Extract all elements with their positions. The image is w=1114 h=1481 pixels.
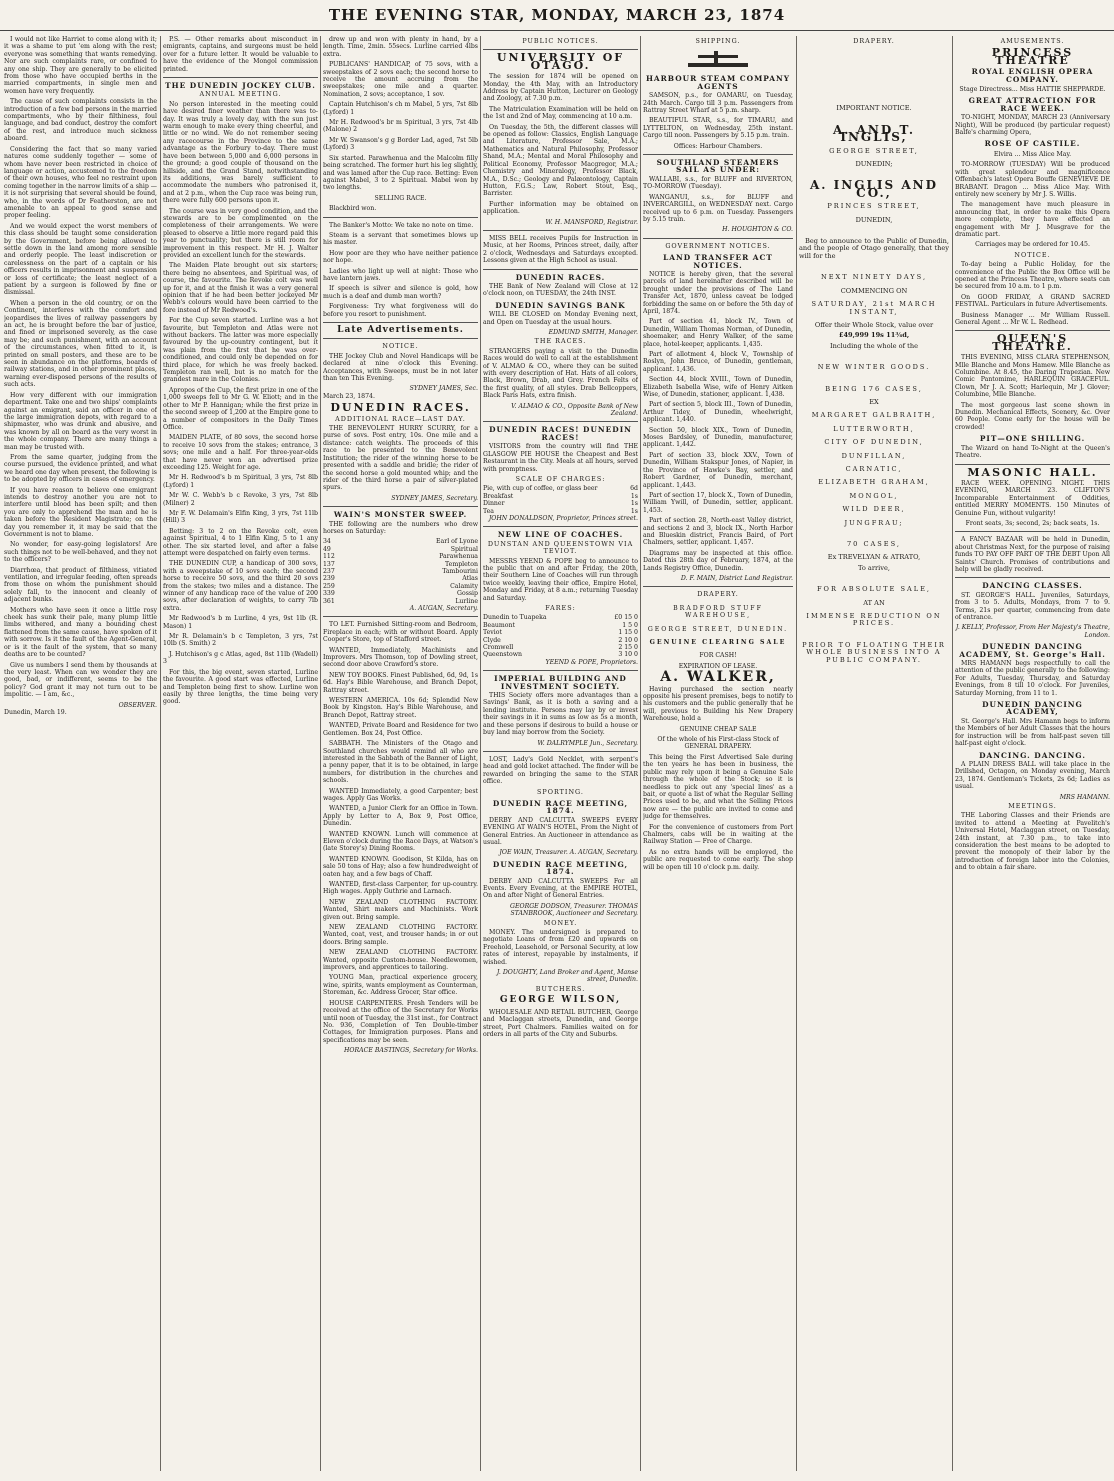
column-rule: [952, 36, 953, 1471]
southland-heading: SOUTHLAND STEAMERS SAIL AS UNDER:: [656, 158, 780, 175]
letter-paragraph: Give us numbers I send them by thousands at the very least. When can we wonder they are good, bad, or indifferent, seems to be the policy? God grant it may not turn out to be impolitic. — I am, &c.,: [4, 661, 157, 699]
opera-cast: Elvira ... Miss Alice May.: [993, 150, 1072, 158]
notice-signature: SYDNEY JAMES, Sec.: [409, 385, 478, 393]
column-rule: [320, 36, 321, 1471]
dancing-classes-heading: DANCING CLASSES.: [982, 581, 1083, 591]
fare-row: Dunedin to Tuapeka £0 15 0: [483, 614, 638, 622]
wain-sweep-heading: WAIN'S MONSTER SWEEP.: [333, 510, 468, 520]
immense-reduction: IMMENSE REDUCTION ON PRICES.: [806, 612, 942, 628]
dress-ball-ad: A PLAIN DRESS BALL will take place in the Drillshed, Octagon, on Monday evening, March 23, 1874. Gentleman's Tickets, 2s 6d; Ladies as usual.: [955, 760, 1110, 791]
dancing-heading: DANCING. DANCING.: [979, 750, 1086, 760]
walker-text: This being the First Advertised Sale during the ten years he has been in business, the public may rely upon it being a Genuine Sale through the whole of the Stock; so it is needless to pick out any 'special lines' as a bait, or quote a list of what the Regular Selling Prices used to be, and what the Selling Prices now are — the public are invited to come and judge for themselves.: [643, 753, 793, 821]
land-notice: Part of section 17, block X., Town of Dunedin, William Ywill, of Dunedin, settler, applicant. 1,453.: [643, 491, 793, 514]
saying: Ladies who light up well at night: Those who have lantern jaws.: [323, 267, 478, 282]
imperial-heading: IMPERIAL BUILDING AND INVESTMENT SOCIETY.: [494, 674, 627, 691]
dancing-classes-text: ST. GEORGE'S HALL. Juveniles, Saturdays, from 3 to 5. Adults, Mondays, from 7 to 9. Terms, 21s per quarter, commencing from date of entrance.: [955, 591, 1110, 621]
letter-dateline: Dunedin, March 19.: [4, 708, 67, 716]
the-races-heading: THE RACES.: [534, 337, 587, 346]
pie-scale-heading: SCALE OF CHARGES:: [515, 474, 606, 483]
drapery-heading: DRAPERY.: [697, 590, 739, 599]
sweep-entry: 361 Lurline: [323, 597, 478, 605]
classified-ad: NEW ZEALAND CLOTHING FACTORY. Wanted, opposite Custom-house. Needlewomen, improvers, and apprentices to tailoring.: [323, 949, 478, 972]
academy-heading: DUNEDIN DANCING ACADEMY, St. George's Hall.: [959, 642, 1106, 659]
imperial-text: THIS Society offers more advantages than a Savings' Bank, as it is both a saving and a lending institute. Persons may lay by or invest their savings in it in sums as low as 5s a month, and these persons if desirous to build a house or buy land may borrow from the Society.: [483, 692, 638, 737]
clearing-sale-title: GENUINE CLEARING SALE: [649, 639, 787, 646]
absolute-sale: FOR ABSOLUTE SALE,: [816, 585, 932, 594]
land-transfer-heading: LAND TRANSFER ACT NOTICES.: [663, 253, 773, 270]
letter-paragraph: And we would expect the worst members of this class should be taught some consideration by the Government, before being allowed to settle down in the land among more sensible and orderly people. The least indiscretion or carelessness on the part of a captain or his officers results in imprisonment and suspension or loss of certificate; the least neglect of a patient by a surgeon is followed by fine or dismissal.: [4, 222, 157, 297]
university-text: The session for 1874 will be opened on Monday, the 4th May, with an Introductory Address by Captain Hutton, Lecturer on Geology and Zoology, at 7.30 p.m.: [483, 73, 638, 103]
hamann-signature: MRS HAMANN.: [1059, 793, 1110, 801]
article-paragraph: The Maiden Plate brought out six starters; there being no absentees, and Spiritual was, of course, the favourite. The Revoke colt was well up for it, and at the finish it was a very general opinion that if he had been better jockeyed Mr Webb's colours would have been carried to the fore instead of Mr Redwood's.: [163, 262, 318, 314]
classified-ad: TO LET. Furnished Sitting-room and Bedroom, Fireplace in each; with or without Board. Apply Cooper's Store, top of Stafford street.: [323, 621, 478, 644]
at-an: AT AN: [863, 598, 885, 607]
race-result: Captain Hutchison's ch m Mabel, 5 yrs, 7st 8lb (Lyford) 1: [323, 101, 478, 116]
university-heading: UNIVERSITY OF OTAGO.: [496, 51, 625, 72]
to-arrive: To arrive,: [857, 563, 891, 572]
letter-paragraph: How very different with our immigration department. Take one and two ships' complaints against an emigrant, said an officer in one of the large immigration depots, with regard to a shipmaster, who was drunk and abusive, and was known by all on board as the very worst in the whole company. There are many things a man may be trusted with.: [4, 391, 157, 451]
university-text: The Matriculation Examination will be held on the 1st and 2nd of May, commencing at 10 a.m.: [483, 105, 638, 121]
expiration-of-lease: EXPIRATION OF LEASE.: [678, 662, 758, 670]
divider: [483, 751, 638, 752]
shipping-ad: BEAUTIFUL STAR, s.s., for TIMARU, and LYTTELTON, on Wednesday, 25th instant. Cargo till noon. Passengers by 5.15 p.m. train.: [643, 117, 793, 140]
savings-heading: DUNEDIN SAVINGS BANK: [495, 300, 626, 310]
classified-ad: WANTED, Private Board and Residence for two Gentlemen. Box 24, Post Office.: [323, 722, 478, 737]
late-ads-heading: Late Advertisements.: [337, 325, 464, 335]
masonic-bill: RACE WEEK. OPENING NIGHT. THIS EVENING, MARCH 23. CLIFTON'S Incomparable Entertainment of Oddities, entitled MERRY MOMENTS. 150 Minutes of Genuine Fun, without vulgarity!: [955, 479, 1110, 517]
winter-goods: NEW WINTER GOODS.: [817, 363, 931, 372]
land-notice: Section 50, block XIX., Town of Dunedin, Moses Bardsley, of Dunedin, manufacturer, applicant. 1,442.: [643, 426, 793, 449]
sweep-entry: 259 Calamity: [323, 582, 478, 590]
coach-ad: MESSRS YEEND & POPE beg to announce to the public that on and after Friday, the 20th, their Southern Line of Coaches will run through twice weekly, leaving their office, Empire Hotel, Monday and Friday, at 8 a.m.; returning Tuesday and Saturday.: [483, 557, 638, 602]
trevelyan-line: Ex TREVELYAN & ATRATO,: [827, 553, 921, 562]
classified-ad: WANTED KNOWN. Lunch will commence at Eleven o'clock during the Race Days, at Watson's (late Storey's) Dining Rooms.: [323, 830, 478, 853]
inglis-address: GEORGE STREET,: [829, 146, 919, 155]
offices-line: Offices: Harbour Chambers.: [673, 142, 763, 150]
sweep-heading: DUNEDIN RACE MEETING, 1874.: [492, 798, 629, 816]
race-result: Mr Redwood's b m Lurline, 4 yrs, 9st 1lb (R. Mason) 1: [163, 615, 318, 630]
classified-ad: WANTED KNOWN. Goodison, St Kilda, has on sale 50 tons of Hay; also a few hundredweight of oaten hay, and a few bags of Chaff.: [323, 855, 478, 878]
race-result: Mr H. Redwood's br m Spiritual, 3 yrs, 7st 4lb (Malone) 2: [323, 119, 478, 134]
saying: How poor are they who have neither patience nor hope.: [323, 249, 478, 265]
letter-paragraph: Diarrhœa, that product of filthiness, vitiated ventilation, and irregular feeding, often spreads from those on whom the punishment should solely fall, to the innocent and cleanly of adjacent bunks.: [4, 566, 157, 604]
university-text: On Tuesday, the 5th, the different classes will be opened as follow: Classics, English Language and Literature, Professor Sale, M.A.; Mathematics and Natural Philosophy, Professor Shand, M.A.; Mental and Moral Philosophy and Political Economy, Professor Macgregor, M.A.; Chemistry and Mineralogy, Professor Black, M.A., D.Sc.; Geology and Palæontology, Captain Hutton, F.G.S.; Law, Robert Stout, Esq., Barrister.: [483, 123, 638, 198]
article-paragraph: MAIDEN PLATE, of 80 sovs, the second horse to receive 10 sovs from the stakes; entrance, 3 sovs; one mile and a half. For three-year-olds that have never won an advertised prize exceeding 125. Weight for age.: [163, 434, 318, 471]
academy-text: MRS HAMANN begs respectfully to call the attention of the public generally to the following: For Adults, Tuesday, Thursday, and Saturday Evenings, from 8 till 10 o'clock. For Juveniles, Saturday Morning, from 11 to 1.: [955, 660, 1110, 697]
sweep-entry: 34 Earl of Lyone: [323, 538, 478, 546]
bastings-signature: HORACE BASTINGS, Secretary for Works.: [344, 1047, 478, 1055]
divider: [323, 616, 478, 617]
butcher-name: GEORGE WILSON,: [499, 995, 622, 1006]
article-paragraph: Betting: 3 to 2 on the Revoke colt, even against Spiritual, 4 to 1 Elfin King, 5 to 1 any other. The six started level, and after a false attempt were despatched on fairly even terms.: [163, 527, 318, 557]
land-notice: Part of section 33, block XXV., Town of Dunedin, William Stakspur Jones, of Napier, in the Province of Hawke's Bay, settler, and Robert Gardner, of Dunedin, merchant, applicant. 1,443.: [643, 451, 793, 489]
letter-paragraph: If you have reason to believe one emigrant intends to destroy another you are not to interfere until blood has been spilt; and then you are only to apprehend the man and he is taken before the Resident Magistrate; on the day you remember it, it may be said that the Government is not to blame.: [4, 486, 157, 538]
letter-paragraph: The cause of such complaints consists in the introduction of a few bad persons in the married compartments, who by their filthiness, foul language, and bad conduct, destroy the comfort of the rest, and introduce much sickness aboard.: [4, 98, 157, 143]
notice-heading: NOTICE.: [382, 342, 419, 351]
sweep-text: DERBY AND CALCUTTA SWEEPS For all Events. Every Evening, at the EMPIRE HOTEL, On and after Night of General Entries.: [483, 877, 638, 900]
letter-paragraph: When a person in the old country, or on the Continent, interferes with the comfort and jeopardises the lives of railway passengers by an act, he is brought before the bar of justice, and fined or imprisoned severely, as the case may be; and such punishment, with an account of the circumstances, when fitted to it, is printed on small posters, and these are to be seen in abundance on the platforms, boards of railway stations, and in other prominent places, warning ever-disposed persons of the results of such acts.: [4, 299, 157, 389]
inglis-co-name: A. INGLIS AND CO.,: [809, 178, 939, 200]
academy-text-2: St. George's Hall. Mrs Hamann begs to inform the Members of her Adult Classes that the hours for instruction will be from half-past seven till half-past eight o'clock.: [955, 717, 1110, 748]
butcher-ad: WHOLESALE AND RETAIL BUTCHER, George and Maclaggan streets, Dunedin, and George street, Port Chalmers. Families waited on for orders in all parts of the City and Suburbs.: [483, 1008, 638, 1038]
shipping-ad: WALLABI, s.s., for BLUFF and RIVERTON, TO-MORROW (Tuesday).: [643, 175, 793, 191]
stage-directress: Stage Directress... Miss HATTIE SHEPPARDE.: [959, 86, 1106, 94]
divider: [323, 322, 478, 323]
letter-paragraph: Mothers who have seen it once a little rosy cheek has sunk their pale, many plump little limbs withered, and many a bounding chest flattened from the same cause, have spoken of it with sorrow. Is it the fault of the Agent-General, or is it the fault of the system, that so many deaths are to be counted?: [4, 606, 157, 659]
inglis-name: A. AND T. INGLIS,: [832, 122, 916, 145]
walker-text: For the convenience of customers from Port Chalmers, cabs will be in waiting at the Railway Station — Free of Charge.: [643, 823, 793, 846]
walker-sale-title: GENUINE CHEAP SALE: [679, 725, 757, 733]
letter-paragraph: Considering the fact that so many varied natures come suddenly together — some of whom have never been restricted in choice of language or action, accustomed to the freedom of their own houses, who feel no restraint upon coming together in the narrow limits of a ship — it is not surprising that several should be found, who, in the words of Dr Featherston, are not amenable to an appeal to good sense and proper feeling.: [4, 145, 157, 220]
ship-name: MONGOL,: [849, 491, 899, 500]
column-6: [799, 36, 949, 1471]
article-paragraph: drew up and won with plenty in hand, by a length. Time, 2min. 55secs. Lurline carried 4lbs extra.: [323, 36, 478, 58]
important-notice: IMPORTANT NOTICE.: [836, 104, 912, 113]
prior-to-floating: PRIOR TO FLOATING THEIR WHOLE BUSINESS INTO A PUBLIC COMPANY.: [802, 640, 946, 664]
case-count: BEING 176 CASES,: [825, 384, 923, 393]
savings-signature: EDMUND SMITH, Manager.: [548, 329, 638, 336]
divider: [483, 526, 638, 527]
start-date: SATURDAY, 21st MARCH INSTANT,: [811, 300, 937, 316]
price-row: Pie, with cup of coffee, or glass beer 6d: [483, 485, 638, 493]
column-4: [483, 36, 638, 1471]
ship-name: MARGARET GALBRAITH,: [811, 411, 937, 420]
price-row: Tea 1s: [483, 507, 638, 515]
tomorrow-bill: TO-MORROW (TUESDAY) Will be produced with great splendour and magnificence Offenbach's latest Opera Bouffe GENEVIEVE DE BRABANT. Dragon ... Miss Alice May. With entirely new scenery by Mr J. S. Willis.: [955, 161, 1110, 198]
sweep-heading: DUNEDIN RACE MEETING, 1874.: [492, 859, 629, 877]
classified-ad: WANTED, a Junior Clerk for an Office in Town. Apply by Letter to A, Box 9, Post Office, Dunedin.: [323, 805, 478, 828]
notice-date: March 23, 1874.: [323, 392, 375, 400]
bradford-address: GEORGE STREET, DUNEDIN.: [647, 625, 789, 633]
seventy-cases: 70 CASES,: [846, 540, 901, 548]
ship-name: CITY OF DUNEDIN,: [824, 438, 924, 447]
sporting-heading: SPORTING.: [537, 787, 584, 796]
classified-ad: WANTED Immediately, a good Carpenter; best wages. Apply Gas Works.: [323, 787, 478, 802]
sweep-entry: 239 Atlas: [323, 575, 478, 583]
races-text: THE BENEVOLENT HURRY SCURRY, for a purse of sovs. Post entry, 10s. One mile and a distance: catch weights. The proceeds of this race to be presented to the Benevolent Institution; the rider of the winning horse to be presented with a saddle and bridle; the rider of the second horse a gold mounted whip; and the rider of the third horse a pair of silver-plated spurs.: [323, 425, 478, 492]
classified-ad: YOUNG Man, practical experience grocery, wine, spirits, wants employment as Counterman, Storeman, &c. Address Grocer, Star office.: [323, 974, 478, 997]
coach-subheading: DUNSTAN AND QUEENSTOWN VIA TEVIOT.: [487, 539, 634, 556]
meetings-heading: MEETINGS.: [1008, 801, 1057, 810]
races-subheading: ADDITIONAL RACE—LAST DAY.: [335, 414, 466, 423]
classified-ad: NEW ZEALAND CLOTHING FACTORY. Wanted, Shirt makers and Machinists. Work given out. Bring sample.: [323, 898, 478, 921]
bazaar-ad: A FANCY BAZAAR will be held in Dunedin, about Christmas Next, for the purpose of raising funds TO PAY OFF PART OF THE DEBT Upon All Saints' Church. Promises of contributions and help will be gladly received.: [955, 536, 1110, 573]
classified-ad: HOUSE CARPENTERS. Fresh Tenders will be received at the office of the Secretary for Works until noon of Tuesday, the 31st inst., for Contract No. 936, Completion of Ten Double-timber Cottages, for Immigration purposes. Plans and specifications may be seen.: [323, 999, 478, 1044]
amusements-heading: AMUSEMENTS.: [1000, 37, 1065, 45]
stock-value: £49,999 19s 11¾d,: [838, 331, 910, 340]
shipping-ad: WANGANUI, s.s., for BLUFF and INVERCARGILL, on WEDNESDAY next. Cargo received up to 6 p.m. on Tuesday. Passengers by 5.15 train.: [643, 193, 793, 223]
land-notice: Section 44, block XVIII., Town of Dunedin, Elizabeth Isabella Wise, wife of Henry Aitken Wise, of Dunedin, stationer, applicant. 1,438.: [643, 376, 793, 399]
letter-paragraph: I would not like Harriet to come along with it; it was a shame to put 'em along with the rest; everyone was something that wants remedying. Nor are such complaints rare, or confined to any one ship. They are generally to be elicited from those who have occupied berths in the married compartments, in single men and women have very frequently.: [4, 36, 157, 95]
race-result: Mr H. Redwood's b m Spiritual, 3 yrs, 7st 8lb (Lyford) 1: [163, 474, 318, 489]
land-notice: Part of section 5, block III., Town of Dunedin, Arthur Tidey, of Dunedin, wheelwright, applicant. 1,440.: [643, 401, 793, 424]
steamship-icon: [688, 49, 748, 71]
classified-ad: WESTERN AMERICA. 10s 6d; Splendid New Book by Kingston. Hay's Bible Warehouse, and Branch Depot, Rattray street.: [323, 697, 478, 719]
fares-heading: FARES:: [545, 604, 576, 612]
butchers-heading: BUTCHERS.: [535, 984, 586, 993]
walker-stock-line: Of the whole of his First-class Stock of GENERAL DRAPERY.: [657, 736, 779, 751]
kelly-signature: J. KELLY, Professor, From Her Majesty's Theatre, London.: [955, 624, 1110, 639]
business-manager: Business Manager ... Mr William Russell. General Agent ... Mr W. L. Redhead.: [955, 311, 1110, 326]
inglis-text: Beg to announce to the Public of Dunedin, and the people of Otago generally, that they will for the: [799, 237, 949, 260]
divider: [955, 531, 1110, 532]
pie-signature: JOHN DONALDSON, Proprietor, Princes street.: [488, 514, 638, 522]
divider: [483, 230, 638, 231]
column-rule: [640, 36, 641, 1471]
princess-theatre-title: PRINCESS THEATRE: [991, 46, 1074, 67]
queens-bill: THIS EVENING, MISS CLARA STEPHENSON, Mlle Blanche and Mons Hamew. Mlle Blanche as Columbine. At 8.45, the Daring Trapezian. New Comic Pantomime, HARLEQUIN GRACEFUL. Clown, Mr J. A. Scott; Harlequin, Mr J. Glover; Columbine, Mlle Blanche.: [955, 354, 1110, 399]
pit-price: PIT—ONE SHILLING.: [979, 434, 1086, 444]
princess-theatre-company: ROYAL ENGLISH OPERA COMPANY.: [971, 67, 1094, 84]
houghton-signature: H. HOUGHTON & CO.: [722, 226, 793, 234]
race-result: Mr F. W. Delamain's Elfin King, 3 yrs, 7st 11lb (Hill) 3: [163, 509, 318, 525]
divider: [483, 421, 638, 422]
coach-heading: NEW LINE OF COACHES.: [497, 530, 624, 540]
seat-prices: Front seats, 3s; second, 2s; back seats, 1s.: [965, 519, 1100, 527]
divider: [163, 77, 318, 78]
ship-name: ELIZABETH GRAHAM,: [818, 478, 930, 487]
next-ninety-days: NEXT NINETY DAYS,: [820, 273, 928, 282]
classified-ad: SABBATH. The Ministers of the Otago and Southland churches would remind all who are interested in the Sabbath of the Banner of Light, a penny paper, that it is to be obtained, in large numbers, for distribution in the churches and schools.: [323, 740, 478, 785]
carriages-note: Carriages may be ordered for 10.45.: [975, 241, 1090, 249]
sweep-entry: 339 Gossip: [323, 590, 478, 598]
letter-paragraph: No wonder, for easy-going legislators! Are such things not to be well-behaved, and they not to the officers?: [4, 541, 157, 564]
saying: If speech is silver and silence is gold, how much is a deaf and dumb man worth?: [323, 285, 478, 300]
great-attraction: GREAT ATTRACTION FOR RACE WEEK.: [968, 96, 1097, 113]
bradford-title: BRADFORD STUFF WAREHOUSE,: [673, 604, 763, 620]
inglis-co-address: PRINCES STREET,: [827, 202, 921, 211]
tonight-bill: TO-NIGHT, MONDAY, MARCH 23 (Anniversary Night), Will be produced (by particular request) Balfe's charming Opera,: [955, 114, 1110, 137]
divider: [955, 577, 1110, 578]
divider: [323, 506, 478, 507]
column-1: [4, 36, 157, 1471]
pie-heading: DUNEDIN RACES! DUNEDIN RACES!: [489, 425, 632, 442]
masonic-hall-title: MASONIC HALL.: [967, 465, 1098, 479]
walker-text: As no extra hands will be employed, the public are requested to come early. The shop will be open till 10 o'clock p.m. daily.: [643, 848, 793, 871]
money-signature: J. DOUGHTY, Land Broker and Agent, Manse street, Dunedin.: [496, 969, 638, 984]
for-cash: FOR CASH!: [699, 652, 737, 660]
column-7: [955, 36, 1110, 1471]
sweep-signature: GEORGE DODSON, Treasurer. THOMAS STANBROOK, Auctioneer and Secretary.: [510, 902, 638, 918]
savings-notice: WILL BE CLOSED on Monday Evening next, and Open on Tuesday at the usual hours.: [483, 311, 638, 326]
divider: [483, 269, 638, 270]
article-paragraph: For the Cup seven started. Lurline was a hot favourite, but Templeton and Atlas were not without backers. The latter was more especially favoured by the up-country contingent, but it was plain from the first that he was over-conditioned, and could only be depended on for third place, for which he was freely backed. Templeton ran well, but is no match for the grandest mare in the Colonies.: [163, 317, 318, 384]
academy-heading-2: DUNEDIN DANCING ACADEMY,: [982, 700, 1083, 717]
masthead: THE EVENING STAR, MONDAY, MARCH 23, 1874: [0, 0, 1114, 31]
article-paragraph: The course was in very good condition, and the stewards are to be complimented on the completeness of their arrangements. We were pleased to observe a little more regard paid this year to punctuality; but there is still room for improvement in this respect. Mr H. J. Walter provided an excellent lunch for the stewards.: [163, 207, 318, 259]
money-heading: MONEY.: [543, 918, 578, 927]
inglis-co-city: DUNEDIN,: [855, 215, 893, 224]
land-notice: Part of section 28, North-east Valley district, and sections 2 and 3, block IX., North Harbor and Blueskin district, Francis Baird, of Port Chalmers, settler, applicant. 1,457.: [643, 517, 793, 547]
government-heading: GOVERNMENT NOTICES.: [665, 241, 771, 250]
sweep-text: DERBY AND CALCUTTA SWEEPS EVERY EVENING AT WAIN'S HOTEL, From the Night of General Entries. An Auctioneer in attendance as usual.: [483, 816, 638, 846]
wizard-note: The Wizard on hand To-Night at the Queen's Theatre.: [955, 444, 1110, 460]
sweep-entry: 237 Tambourini: [323, 567, 478, 575]
classified-ad: WANTED, first-class Carpenter, for up-country. High wages. Apply Guthrie and Larnach.: [323, 881, 478, 896]
meeting-notice: THE Laboring Classes and their Friends are invited to attend a Meeting at Pavelitch's Universal Hotel, Maclaggan street, on Tuesday, 24th instant, at 7.30 p.m., to take into consideration the best means to be adopted to prevent the monopoly of their labor by the introduction of foreign labor into the Colonies, and to obtain a fair share.: [955, 812, 1110, 872]
saying: Steam is a servant that sometimes blows up his master.: [323, 231, 478, 247]
divider: [643, 238, 793, 239]
divider: [483, 670, 638, 671]
notice-text: THE Jockey Club and Novel Handicaps will be declared at nine o'clock this Evening. Acceptances, with Sweeps, must be in not later than ten This Evening.: [323, 352, 478, 383]
fare-row: Clyde 2 10 0: [483, 636, 638, 644]
divider: [955, 330, 1110, 331]
land-signature: D. F. MAIN, District Land Registrar.: [680, 574, 793, 582]
ship-name: WILD DEER,: [842, 505, 906, 514]
letter-paragraph: From the same quarter, judging from the course pursued, the evidence printed, and what we heard one day when present, the following is to be adopted by officers in cases of emergency.: [4, 453, 157, 484]
column-rule: [796, 36, 797, 1471]
race-result: J. Hutchison's g c Atlas, aged, 8st 11lb (Wadell) 3: [163, 650, 318, 666]
ship-name: CARNATIC,: [845, 464, 903, 473]
article-paragraph: PUBLICANS' HANDICAP, of 75 sovs, with a sweepstakes of 2 sovs each; the second horse to receive the amount accruing from the sweepstakes; one mile and a quarter. Nomination, 2 sovs; acceptance, 1 sov.: [323, 61, 478, 98]
wain-signature: A. AUGAN, Secretary.: [409, 605, 478, 612]
land-notice: Diagrams may be inspected at this office. Dated this 28th day of February, 1874, at the Lands Registry Office, Dunedin.: [643, 549, 793, 572]
letter-signoff: OBSERVER.: [118, 701, 157, 709]
column-rule: [480, 36, 481, 1471]
column-3: [323, 36, 478, 1471]
including-line: Including the whole of the: [830, 341, 918, 350]
ex-label: EX: [869, 397, 879, 406]
races-heading: DUNEDIN RACES.: [330, 401, 471, 415]
ship-name: JUNGFRAU;: [844, 518, 904, 527]
column-5: [643, 36, 793, 1471]
university-text: Further information may be obtained on application.: [483, 200, 638, 216]
article-paragraph: No person interested in the meeting could have desired finer weather than there was to-day. It was truly a lovely day, with the sun just warm enough to make every thing cheerful, and little or no wind. We do not remember seeing any racecourse in the Province to the same advantage as the Forbury to-day. There must have been between 5,000 and 6,000 persons in the ground; a good couple of thousand on the hillside, and the Grand Stand, notwithstanding its additions, was barely sufficient to accommodate the numbers who patronised it, and at 2 p.m., when the Cup race was being run, there were fully 600 persons upon it.: [163, 100, 318, 205]
article-paragraph: Six started. Parawhenua and the Malcolm filly being scratched. The former hurt his leg slightly, and was lamed after the Cup race. Betting: Even against Mabel, 3 to 2 Spiritual. Mabel won by two lengths.: [323, 154, 478, 192]
commencing: COMMENCING ON: [840, 286, 908, 295]
drapery-heading: DRAPERY.: [853, 37, 895, 45]
opera-title: ROSE OF CASTILE.: [984, 139, 1081, 149]
shipping-ad: SAMSON, p.s., for OAMARU, on Tuesday, 24th March. Cargo till 3 p.m. Passengers from Rattray Street Wharf at 5 p.m. sharp.: [643, 92, 793, 115]
land-notice: NOTICE is hereby given, that the several parcels of land hereinafter described will be brought under the provisions of The Land Transfer Act, 1870, unless caveat be lodged forbidding the same on or before the 5th day of April, 1874.: [643, 270, 793, 315]
divider: [955, 464, 1110, 465]
money-ad: MONEY. The undersigned is prepared to negotiate Loans of from £20 and upwards on Freehold, Leasehold, or Personal Security, at low rates of interest, repayable by instalments, if wished.: [483, 929, 638, 966]
good-friday-note: On GOOD FRIDAY, A GRAND SACRED FESTIVAL. Particulars in future Advertisements.: [955, 293, 1110, 309]
price-row: Dinner 1s: [483, 500, 638, 508]
inglis-city: DUNEDIN;: [855, 160, 893, 169]
article-title: THE DUNEDIN JOCKEY CLUB.: [165, 81, 316, 91]
divider: [643, 586, 793, 587]
box-office-notice: To-day being a Public Holiday, for the convenience of the Public the Box Office will be opened at the Princess Theatre, where seats can be secured from 10 a.m. to 1 p.m.: [955, 261, 1110, 291]
sweep-entry: 112 Parawhenua: [323, 553, 478, 561]
fare-row: Cromwell 2 15 0: [483, 644, 638, 652]
saying: Forgiveness: Try what forgiveness will do before you resort to punishment.: [323, 303, 478, 318]
ship-name: DUNFILLAN,: [841, 451, 907, 460]
offer-line: Offer their Whole Stock, value over: [814, 320, 934, 329]
article-subtitle: ANNUAL MEETING.: [199, 90, 282, 99]
shipping-heading: SHIPPING.: [695, 37, 741, 45]
classified-ad: WANTED, Immediately, Machinists and Improvers. Mrs Thomson, top of Dowling street, second door above Crawford's store.: [323, 646, 478, 669]
ship-name: LUTTERWORTH,: [833, 424, 915, 433]
sweep-entry: 49 Spiritual: [323, 545, 478, 553]
harbour-heading: HARBOUR STEAM COMPANY AGENTS: [645, 74, 791, 91]
race-result: Mr W. C. Webb's b c Revoke, 3 yrs, 7st 8lb (Milner) 2: [163, 492, 318, 507]
selling-race-heading: SELLING RACE.: [374, 194, 427, 202]
article-paragraph: THE DUNEDIN CUP, a handicap of 300 sovs, with a sweepstake of 10 sovs each; the second horse to receive 50 sovs, and the third 20 sovs from the stakes; two miles and a distance. The winner of any handicap race of the value of 200 sovs, after declaration of weights, to carry 7lb extra.: [163, 560, 318, 612]
fare-row: Beaumont 1 5 0: [483, 621, 638, 629]
bank-notice: THE Bank of New Zealand will Close at 12 o'clock noon, on TUESDAY, the 24th INST.: [483, 282, 638, 298]
classified-ad: NEW TOY BOOKS. Finest Published, 6d, 9d, 1s 6d. Hay's Bible Warehouse, and Branch Depot, Rattray street.: [323, 671, 478, 694]
almao-signature: V. ALMAO & CO., Opposite Bank of New Zealand.: [511, 402, 638, 418]
column-2: [163, 36, 318, 1471]
bell-ad: MISS BELL receives Pupils for Instruction in Music, at her Rooms, Princes street, daily, after 2 o'clock, Wednesdays and Saturdays excepted. Lessons given at the High School as usual.: [483, 234, 638, 265]
article-paragraph: Apropos of the Cup, the first prize in one of the 1,000 sweeps fell to Mr G. W. Eliott; and in the other to Mr P. Hannigan; while the first prize in the second sweep of 1,200 at the Empire gone to a number of compositors in the Daily Times Office.: [163, 386, 318, 431]
land-notice: Part of section 41, block IV., Town of Dunedin, William Thomas Norman, of Dunedin, shoemaker, and Henry Walker, of the same place, hotel-keeper, applicants. 1,435.: [643, 318, 793, 348]
wain-sweep-intro: THE following are the numbers who drew horses on Saturday:: [323, 520, 478, 535]
walker-name: A. WALKER,: [660, 669, 776, 686]
article-paragraph: Blackbird won.: [329, 205, 377, 213]
divider: [643, 154, 793, 155]
sweep-entry: 137 Templeton: [323, 560, 478, 568]
fare-row: Teviot 1 15 0: [483, 629, 638, 637]
races-heading: DUNEDIN RACES.: [515, 272, 606, 282]
coach-signature: YEEND & POPE, Proprietors.: [545, 658, 638, 666]
almao-ad: STRANGERS paying a visit to the Dunedin Races would do well to call at the establishment of V. ALMAO & CO., where they can be suited with every description of Hat. Hats of all colors, Black, Brown, Drab, and Grey. French Felts of the first quality, of all styles. Drab Bellcoppers, Black Paris Hats, extra finish.: [483, 347, 638, 400]
postscript: P.S. — Other remarks about misconduct in emigrants, captains, and surgeons must be held over for a future letter. It would be valuable to have the evidence of the Mongol commission printed.: [163, 36, 318, 73]
divider: [483, 49, 638, 50]
walker-text: Having purchased the section nearly opposite his present premises, begs to notify to his customers and the public generally that he will, previous to Building his New Drapery Warehouse, hold a: [643, 685, 793, 723]
university-signature: W. H. MANSFORD, Registrar.: [545, 218, 638, 226]
queens-theatre-title: QUEEN'S THEATRE.: [992, 332, 1073, 353]
saying: The Banker's Motto: We take no note on time.: [329, 221, 474, 229]
lost-ad: LOST, Lady's Gold Necklet, with serpent's head and gold locket attached. The finder will be rewarded on bringing the same to the STAR office.: [483, 755, 638, 786]
imperial-signature: W. DALRYMPLE Jun., Secretary.: [537, 739, 638, 747]
land-notice: Part of allotment 4, block V., Township of Roslyn, John Bruce, of Dunedin, gentleman, applicant. 1,436.: [643, 351, 793, 373]
management-note: The management have much pleasure in announcing that, in order to make this Opera more complete, they have effected an engagement with Mr J. Musgrave for the dramatic part.: [955, 201, 1110, 238]
article-paragraph: For this, the big event, seven started, Lurline the favourite. A good start was effected, Lurline and Templeton being first to show. Lurline won easily by three lengths, the time being very good.: [163, 668, 318, 706]
price-row: Breakfast 1s: [483, 492, 638, 500]
notice-heading: NOTICE.: [1014, 250, 1051, 259]
race-result: Mr W. Swanson's g g Border Lad, aged, 7st 5lb (Lyford) 3: [323, 136, 478, 152]
column-rule: [160, 36, 161, 1471]
public-notices-heading: PUBLIC NOTICES.: [522, 37, 599, 45]
race-result: Mr R. Delamain's b c Templeton, 3 yrs, 7st 10lb (S. Smith) 2: [163, 633, 318, 648]
divider: [323, 217, 478, 218]
divider: [323, 338, 478, 339]
pie-ad: VISITORS from the country will find THE GLASGOW PIE HOUSE the Cheapest and Best Restaurant in the City. Meals at all hours, served with promptness.: [483, 443, 638, 473]
sweep-signature: JOE WAIN, Treasurer. A. AUGAN, Secretary.: [499, 849, 638, 857]
races-signature: SYDNEY JAMES, Secretary.: [391, 494, 478, 502]
classified-ad: NEW ZEALAND CLOTHING FACTORY. Wanted, coat, vest, and trouser hands; in or out doors. Bring sample.: [323, 924, 478, 946]
queens-novelty: The most gorgeous last scene shown in Dunedin. Mechanical Effects, Scenery, &c. Over 60 People. Come early for the house will be crowded!: [955, 401, 1110, 431]
fare-row: Queenstown 3 10 0: [483, 651, 638, 659]
